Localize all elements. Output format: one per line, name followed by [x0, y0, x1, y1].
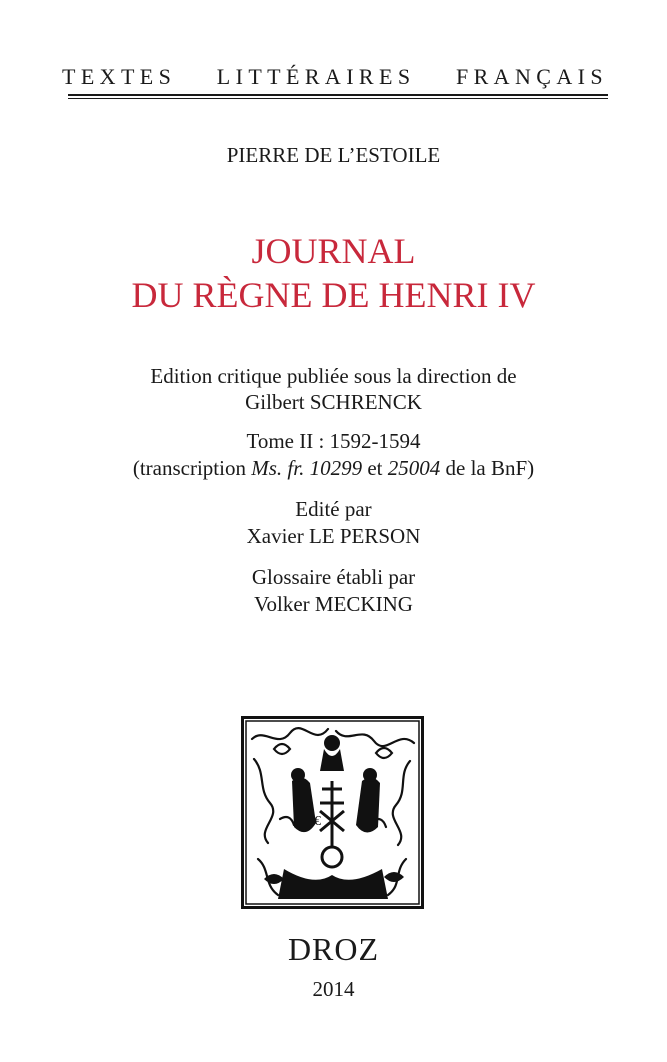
series-rule-thin — [68, 98, 608, 99]
transcription-mid: et — [362, 456, 388, 480]
edition-statement: Edition critique publiée sous la direction de — [150, 364, 517, 388]
series-word-2: LITTÉRAIRES — [216, 64, 416, 89]
printer-mark-woodcut-icon — [241, 716, 424, 909]
series-word-1: TEXTES — [62, 64, 177, 89]
glossary-label: Glossaire établi par — [251, 565, 416, 589]
manuscript-number: 25004 — [387, 456, 441, 480]
author-name: PIERRE DE L’ESTOILE — [226, 143, 441, 167]
series-rule-thick — [68, 94, 608, 96]
book-title-line-1: JOURNAL — [251, 231, 416, 271]
edited-by-label: Edité par — [295, 497, 372, 521]
transcription-note — [0, 455, 667, 481]
manuscript-ref: Ms. fr. 10299 — [251, 456, 363, 480]
series-word-3: FRANÇAIS — [455, 64, 608, 89]
svg-text:€: € — [314, 814, 321, 829]
glossary-author: Volker MECKING — [254, 592, 413, 616]
series-name — [62, 64, 608, 90]
editor-name: Xavier LE PERSON — [246, 524, 421, 548]
printer-mark-image — [244, 719, 421, 906]
transcription-close: de la BnF) — [440, 456, 535, 480]
book-title-line-2: DU RÈGNE DE HENRI IV — [131, 275, 536, 315]
publisher-name: DROZ — [287, 931, 380, 967]
transcription-open: (transcription — [132, 456, 252, 480]
edition-director: Gilbert SCHRENCK — [245, 390, 422, 414]
publication-year: 2014 — [312, 977, 355, 1001]
tome-statement: Tome II : 1592-1594 — [246, 429, 421, 453]
